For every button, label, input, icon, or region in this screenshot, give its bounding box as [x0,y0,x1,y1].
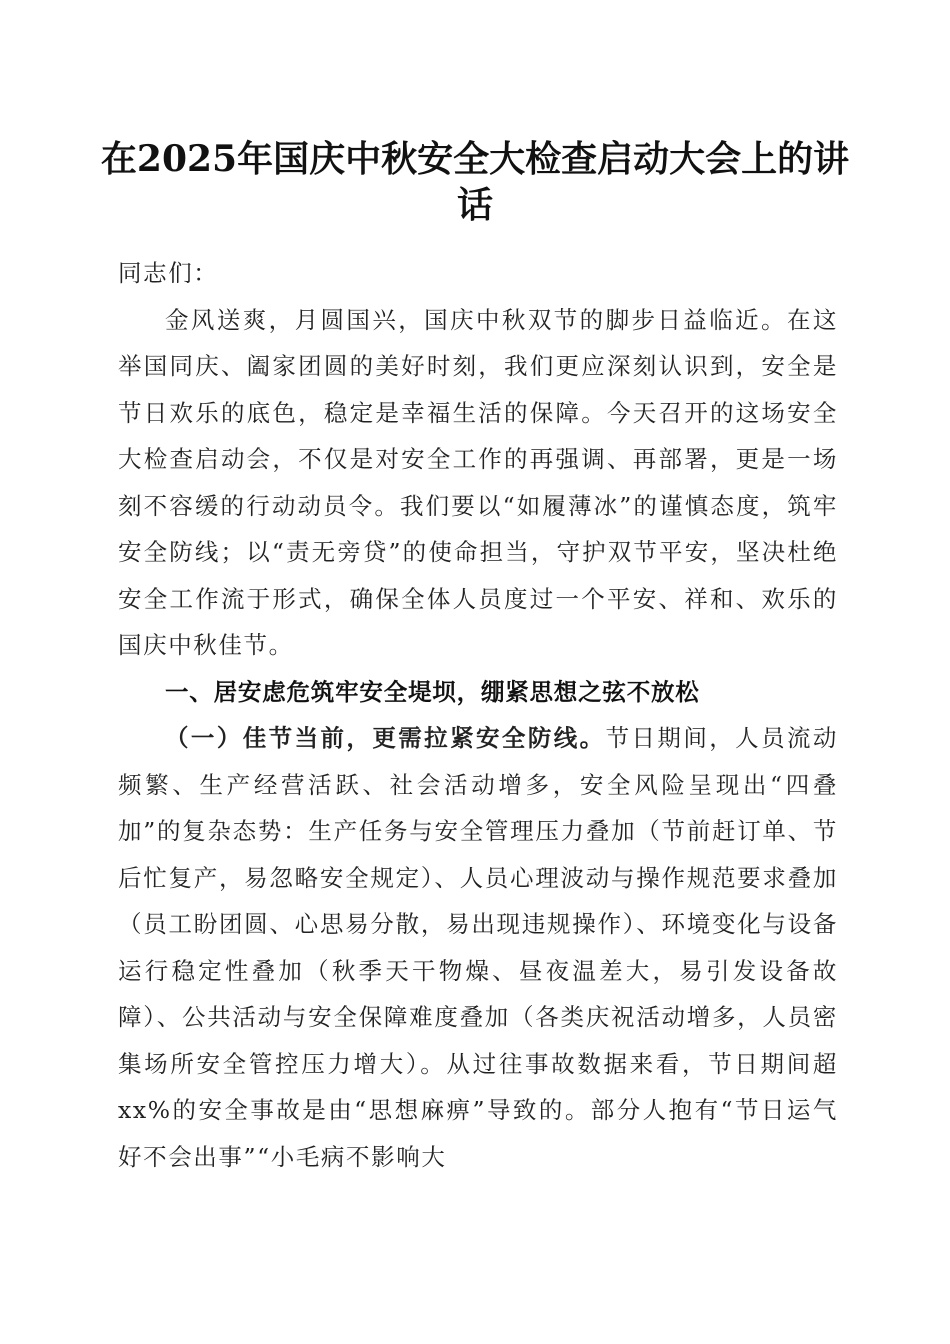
subsection-text-1-1: 节日期间，人员流动频繁、生产经营活跃、社会活动增多，安全风险呈现出“四叠加”的复杂态势：生产任务与安全管理压力叠加（节前赶订单、节后忙复产，易忽略安全规定）、人员心理波动与操作规范要求叠加（员工盼团圆、心思易分散，易出现违规操作）、环境变化与设备运行稳定性叠加（秋季天干物燥、昼夜温差大，易引发设备故障）、公共活动与安全保障难度叠加（各类庆祝活动增多，人员密集场所安全管控压力增大）。从过往事故数据来看，节日期间超xx%的安全事故是由“思想麻痹”导致的。部分人抱有“节日运气好不会出事”“小毛病不影响大 [118,724,839,1171]
intro-paragraph: 金风送爽，月圆国兴，国庆中秋双节的脚步日益临近。在这举国同庆、阖家团圆的美好时刻，我们更应深刻认识到，安全是节日欢乐的底色，稳定是幸福生活的保障。今天召开的这场安全大检查启动会，不仅是对安全工作的再强调、再部署，更是一场刻不容缓的行动动员令。我们要以“如履薄冰”的谨慎态度，筑牢安全防线；以“责无旁贷”的使命担当，守护双节平安，坚决杜绝安全工作流于形式，确保全体人员度过一个平安、祥和、欢乐的国庆中秋佳节。 [118,305,838,659]
document-body [118,250,838,1180]
salutation: 同志们： [118,259,219,287]
document-title: 在2025年国庆中秋安全大检查启动大会上的讲话 [100,138,850,226]
section-heading-1: 一、居安虑危筑牢安全堤坝，绷紧思想之弦不放松 [165,677,700,706]
subsection-heading-1-1: （一）佳节当前，更需拉紧安全防线。 [165,724,606,752]
subsection-paragraph-1-1 [118,715,838,1180]
